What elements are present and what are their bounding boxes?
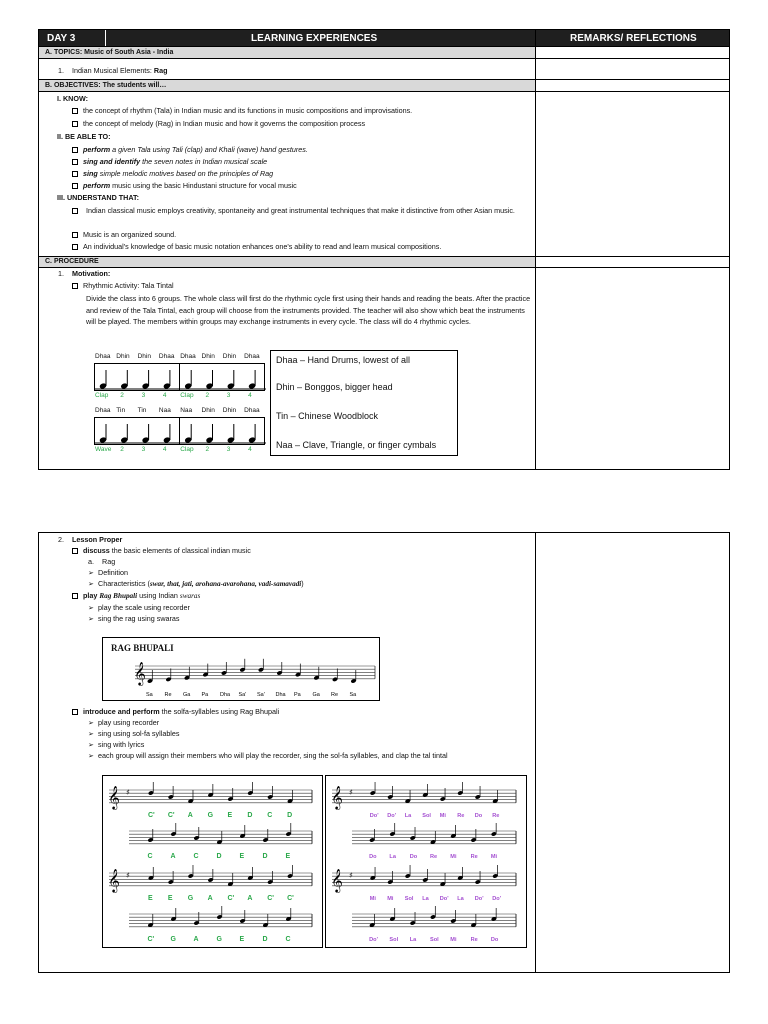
note: [147, 670, 153, 684]
note: [188, 790, 194, 804]
note-label: Mi: [439, 813, 446, 819]
note: [457, 867, 463, 881]
rhythm-notes-row2: [95, 418, 266, 446]
rhythm-notes-row1: [95, 364, 266, 392]
understand-item-text: Music is an organized sound.: [83, 230, 177, 239]
note: [370, 867, 376, 881]
note-label: A: [170, 853, 176, 860]
understand-item-text: An individual's knowledge of basic music notation enhances one's ability to read and learn musical compositions.: [83, 242, 442, 251]
note-label: C: [285, 936, 291, 943]
quarter-note: [227, 424, 235, 444]
rhythm-row2-count: Wave: [95, 446, 112, 453]
understand-label: III. UNDERSTAND THAT:: [57, 193, 139, 202]
arrow-icon: ➢: [88, 720, 94, 727]
checkbox[interactable]: [72, 121, 78, 127]
note: [389, 908, 395, 922]
know-label: I. KNOW:: [57, 94, 89, 103]
note-label: A: [247, 895, 253, 902]
note: [440, 873, 446, 887]
note-label: E: [239, 936, 245, 943]
note: [207, 869, 213, 883]
note: [148, 782, 154, 796]
note: [239, 659, 245, 673]
note-label: Sol: [389, 937, 399, 943]
section-b-title: B. OBJECTIVES: The students will…: [45, 82, 167, 89]
sub-a-text: Rag: [102, 557, 116, 566]
rhythm-row1-count: Clap: [95, 392, 109, 399]
row-line: [39, 91, 729, 92]
rhythm-row1-count: 3: [141, 392, 146, 399]
note: [405, 790, 411, 804]
rhythm-row2-syllable: Dhin: [222, 407, 237, 414]
sharp-icon: ♯: [349, 871, 353, 880]
note: [247, 867, 253, 881]
checkbox[interactable]: [72, 283, 78, 289]
quarter-note: [142, 370, 150, 390]
note: [258, 659, 264, 673]
note: [410, 827, 416, 841]
able-label: II. BE ABLE TO:: [57, 132, 111, 141]
treble-clef-icon: 𝄞: [108, 868, 120, 892]
able-item: perform music using the basic Hindustani structure for vocal music: [72, 181, 297, 190]
note: [148, 867, 154, 881]
quarter-note: [99, 370, 107, 390]
note: [475, 786, 481, 800]
lesson-num: 2.: [58, 535, 64, 544]
checkbox[interactable]: [72, 244, 78, 250]
note: [350, 670, 356, 684]
quarter-note: [227, 370, 235, 390]
note-label: G: [170, 936, 176, 943]
note-label: Do: [474, 813, 483, 819]
header-divider: [105, 30, 106, 46]
note: [262, 914, 268, 928]
note-label: La: [457, 896, 464, 902]
introduce-item: introduce and perform the solfa-syllables using Rag Bhupali: [72, 707, 279, 716]
rhythm-row2-syllable: Naa: [180, 407, 193, 414]
note-label: G: [216, 936, 222, 943]
solfa-notation: [326, 776, 526, 947]
rhythm-row1-count: 4: [162, 392, 167, 399]
rag-bhupali-title: RAG BHUPALI: [111, 643, 174, 653]
note: [389, 823, 395, 837]
note-label: E: [239, 853, 245, 860]
note-label: Do': [369, 937, 378, 943]
note-label: Re: [430, 854, 438, 860]
note: [422, 869, 428, 883]
arrow-icon: ➢: [88, 731, 94, 738]
note: [168, 786, 174, 800]
row-line: [39, 58, 729, 59]
topic-item-number: 1.: [58, 66, 64, 75]
note: [165, 668, 171, 682]
note-label: La: [422, 896, 429, 902]
rhythm-row1-count: 4: [248, 392, 252, 399]
letter-score: [102, 775, 323, 948]
note-label: Re: [492, 813, 500, 819]
understand-item-text: Indian classical music employs creativity, spontaneity and great instrumental techniques that make it distinctive from other Asian music.: [86, 206, 515, 215]
note-label: C': [267, 895, 274, 902]
note-label: Re: [470, 854, 478, 860]
motivation-label: Motivation:: [72, 269, 111, 278]
note-label: C: [267, 812, 273, 819]
rhythm-row2-count: Clap: [180, 446, 194, 453]
rhythm-row2-syllable: Dhaa: [244, 407, 260, 414]
sharp-icon: ♯: [349, 788, 353, 797]
arrow-icon: ➢: [88, 581, 94, 588]
learning-experiences-header: LEARNING EXPERIENCES: [251, 33, 378, 44]
column-divider: [535, 30, 536, 469]
quarter-note: [248, 370, 256, 390]
rhythm-row2-syllable: Tin: [116, 407, 126, 414]
rhythm-row1-syllable: Dhaa: [180, 353, 196, 360]
note-label: Sol: [404, 896, 414, 902]
note-label: G: [187, 895, 194, 902]
note-label: La: [404, 813, 412, 819]
note: [247, 782, 253, 796]
table-header-row: [39, 30, 729, 46]
note-label: A: [187, 812, 193, 819]
know-item: [72, 119, 365, 128]
sharp-icon: ♯: [126, 788, 130, 797]
note: [457, 782, 463, 796]
note: [370, 782, 376, 796]
note: [216, 831, 222, 845]
note-label: E: [147, 895, 153, 902]
note-label: D: [287, 812, 293, 819]
rhythm-row2-count: 3: [141, 446, 146, 453]
note: [332, 668, 338, 682]
swara-label: Sa: [146, 692, 153, 698]
note-label: La: [409, 937, 417, 943]
topic-item-bold: Rag: [153, 66, 168, 75]
note-label: La: [389, 854, 396, 860]
remarks-header: REMARKS/ REFLECTIONS: [570, 33, 697, 44]
rhythm-row1-syllable: Dhin: [116, 353, 130, 360]
rhythm-row2-count: 2: [205, 446, 210, 453]
sharp-icon: ♯: [126, 871, 130, 880]
quarter-note: [248, 424, 256, 444]
note: [184, 667, 190, 681]
rhythm-row1-count: 2: [205, 392, 210, 399]
note-label: Re: [457, 813, 465, 819]
rhythm-row1-count: 3: [226, 392, 231, 399]
play-bhupali-item: play Rag Bhupali using Indian swaras: [72, 591, 200, 601]
note-label: C': [287, 895, 294, 902]
arrow-icon: ➢: [88, 570, 94, 577]
sub-a-letter: a.: [88, 557, 94, 566]
rhythm-row2-syllable: Dhin: [201, 407, 215, 414]
note: [216, 906, 222, 920]
quarter-note: [120, 424, 128, 444]
note-label: E: [285, 853, 291, 860]
note-label: C': [147, 812, 155, 819]
rhythm-row2-count: 4: [248, 446, 252, 453]
rhythm-row1-syllable: Dhin: [137, 353, 151, 360]
solfa-score: [325, 775, 527, 948]
note-label: Re: [470, 937, 478, 943]
note: [430, 906, 436, 920]
note-label: C: [193, 853, 199, 860]
note-label: Do': [439, 896, 449, 902]
note-label: E: [227, 812, 233, 819]
note-label: C': [167, 812, 175, 819]
rhythm-row2-syllable: Dhaa: [95, 407, 111, 414]
rhythm-row2-syllable: Naa: [158, 407, 171, 414]
legend-entry: Naa – Clave, Triangle, or finger cymbals: [276, 440, 437, 450]
note: [470, 914, 476, 928]
understand-item: [72, 230, 176, 239]
note: [369, 914, 375, 928]
rhythm-row1-count: Clap: [180, 392, 194, 399]
note: [227, 873, 233, 887]
swara-label: Sa: [349, 692, 357, 698]
treble-clef-icon: 𝄞: [331, 785, 343, 809]
bhupali-notation: [103, 638, 381, 702]
intro-sub-item: ➢ each group will assign their members who will play the recorder, sing the sol-fa syllables, and clap the tal tintal: [88, 751, 448, 760]
able-item: sing simple melodic motives based on the principles of Rag: [72, 169, 273, 178]
instrument-legend: [270, 350, 458, 456]
checkbox[interactable]: [72, 232, 78, 238]
note: [450, 910, 456, 924]
treble-clef-icon: 𝄞: [108, 785, 120, 809]
quarter-note: [99, 424, 107, 444]
note: [170, 823, 176, 837]
know-item-text: the concept of rhythm (Tala) in Indian music and its functions in music compositions and improvisations.: [83, 106, 413, 115]
note: [450, 825, 456, 839]
note-label: D: [262, 936, 268, 943]
day-label: DAY 3: [47, 33, 76, 44]
play-sub-item: ➢ sing the rag using swaras: [88, 614, 180, 623]
checkbox[interactable]: [72, 208, 78, 214]
arrow-icon: ➢: [88, 742, 94, 749]
legend-entry: Tin – Chinese Woodblock: [276, 411, 379, 421]
rhythm-row2-count: 2: [120, 446, 124, 453]
note: [287, 865, 293, 879]
treble-clef-icon: 𝄞: [134, 661, 146, 685]
activity-item: [72, 281, 174, 290]
note-label: D: [247, 812, 253, 819]
lesson-title: Lesson Proper: [72, 535, 123, 544]
quarter-note: [163, 424, 171, 444]
note-label: Do': [492, 896, 502, 902]
row-line: [39, 46, 729, 47]
note-label: C: [147, 853, 153, 860]
note-label: E: [167, 895, 173, 902]
note: [287, 790, 293, 804]
note-label: Sol: [430, 937, 439, 943]
rhythm-row2-count: 3: [226, 446, 231, 453]
note: [239, 825, 245, 839]
note: [387, 786, 393, 800]
rhythm-row1-syllable: Dhaa: [95, 353, 111, 360]
swara-label: Ga: [312, 692, 320, 698]
checkbox[interactable]: [72, 171, 78, 177]
note: [147, 914, 153, 928]
swara-label: Sa': [257, 692, 265, 698]
swara-label: Pa: [201, 692, 209, 698]
note-label: Mi: [450, 854, 457, 860]
letter-notation: [103, 776, 322, 947]
quarter-note: [120, 370, 128, 390]
know-item: [72, 106, 412, 115]
intro-sub-item: ➢ sing with lyrics: [88, 740, 145, 749]
quarter-note: [163, 370, 171, 390]
note-label: Do: [409, 854, 418, 860]
section-a-title: A. TOPICS: Music of South Asia - India: [45, 49, 174, 56]
quarter-note: [184, 424, 192, 444]
swara-label: Pa: [294, 692, 301, 698]
checkbox[interactable]: [72, 548, 78, 554]
note: [295, 664, 301, 678]
rhythm-box-row2: [94, 417, 265, 445]
note: [491, 908, 497, 922]
swara-label: Sa': [238, 692, 247, 698]
note-label: C': [227, 895, 235, 902]
quarter-note: [142, 424, 150, 444]
note: [405, 865, 411, 879]
checkbox[interactable]: [72, 183, 78, 189]
note-label: Do: [369, 854, 377, 860]
note: [492, 865, 498, 879]
note: [202, 664, 208, 678]
activity-paragraph: Divide the class into 6 groups. The whole class will first do the rhythmic cycle first using their hands and reading the beats. After the practice and review of the Tala Tintal, each group will choose from the instruments provided. The teacher will also show which beat the instruments will be played. The members within groups may exchange instruments in every cycle. The class will do 4 rhythmic cycles.: [86, 294, 531, 326]
definition-item: ➢ Definition: [88, 568, 128, 577]
legend-entry: Dhin – Bonggos, bigger head: [276, 382, 393, 392]
note-label: Do': [387, 813, 397, 819]
characteristics-item: ➢ Characteristics (swar, that, jati, arohana-avarohana, vadi-samavadi): [88, 579, 304, 588]
lesson-proper-table: [38, 532, 730, 973]
quarter-note: [205, 424, 213, 444]
section-c-bar: [39, 257, 535, 267]
note-label: G: [207, 812, 214, 819]
note: [170, 908, 176, 922]
note: [276, 662, 282, 676]
rhythm-row1-syllable: Dhaa: [244, 353, 260, 360]
note: [285, 908, 291, 922]
play-sub-item: ➢ play the scale using recorder: [88, 603, 190, 612]
discuss-item: discuss the basic elements of classical indian music: [72, 546, 251, 555]
swara-label: Ga: [183, 692, 191, 698]
topic-item-text: Indian Musical Elements:: [72, 66, 154, 75]
note-label: D: [216, 853, 222, 860]
intro-sub-item: ➢ sing using sol-fa syllables: [88, 729, 180, 738]
note: [239, 910, 245, 924]
note: [313, 667, 319, 681]
know-item-text: the concept of melody (Rag) in Indian music and how it governs the composition process: [83, 119, 366, 128]
treble-clef-icon: 𝄞: [331, 868, 343, 892]
motivation-num: 1.: [58, 269, 64, 278]
note-label: A: [193, 936, 199, 943]
understand-item: [72, 242, 441, 251]
section-c-title: C. PROCEDURE: [45, 258, 99, 265]
quarter-note: [184, 370, 192, 390]
rhythm-row2-count: 4: [162, 446, 167, 453]
note-label: Sol: [422, 813, 431, 819]
arrow-icon: ➢: [88, 616, 94, 623]
checkbox[interactable]: [72, 159, 78, 165]
intro-sub-item: ➢ play using recorder: [88, 718, 160, 727]
swara-label: Re: [331, 692, 339, 698]
checkbox[interactable]: [72, 147, 78, 153]
note-label: A: [207, 895, 213, 902]
able-item: sing and identify the seven notes in Indian musical scale: [72, 157, 267, 166]
note-label: Do': [474, 896, 484, 902]
note: [207, 784, 213, 798]
note: [221, 662, 227, 676]
checkbox[interactable]: [72, 593, 78, 599]
able-item: perform a given Tala using Tali (clap) and Khali (wave) hand gestures.: [72, 145, 308, 154]
note: [430, 831, 436, 845]
row-line: [39, 267, 729, 268]
swara-label: Dha: [275, 692, 286, 698]
note-label: Mi: [490, 854, 498, 860]
note: [267, 786, 273, 800]
lesson-table-day3: [38, 29, 730, 470]
swara-label: Re: [164, 692, 172, 698]
rhythm-row1-count: 2: [120, 392, 124, 399]
legend-entry: Dhaa – Hand Drums, lowest of all: [276, 355, 411, 365]
rhythm-row2-syllable: Tin: [137, 407, 147, 414]
note-label: D: [262, 853, 268, 860]
arrow-icon: ➢: [88, 753, 94, 760]
quarter-note: [205, 370, 213, 390]
rhythm-box-row1: [94, 363, 265, 391]
column-divider: [535, 533, 536, 972]
checkbox[interactable]: [72, 108, 78, 114]
note: [492, 790, 498, 804]
topic-item: [72, 66, 168, 75]
rag-bhupali-staff: [102, 637, 380, 701]
note: [193, 827, 199, 841]
note-label: Mi: [450, 937, 457, 943]
checkbox[interactable]: [72, 709, 78, 715]
swara-label: Dha: [220, 692, 231, 698]
note-label: Do': [369, 813, 379, 819]
note-label: Mi: [369, 896, 376, 902]
rhythm-row1-syllable: Dhin: [222, 353, 237, 360]
rhythm-row1-syllable: Dhin: [201, 353, 215, 360]
note: [422, 784, 428, 798]
note: [491, 823, 497, 837]
note-label: Do: [490, 937, 499, 943]
note-label: Mi: [387, 896, 394, 902]
rhythm-row1-syllable: Dhaa: [158, 353, 175, 360]
activity-text: Rhythmic Activity: Tala Tintal: [83, 281, 174, 290]
note: [188, 865, 194, 879]
note: [285, 823, 291, 837]
understand-item: [72, 206, 83, 215]
note-label: C': [147, 936, 155, 943]
arrow-icon: ➢: [88, 605, 94, 612]
